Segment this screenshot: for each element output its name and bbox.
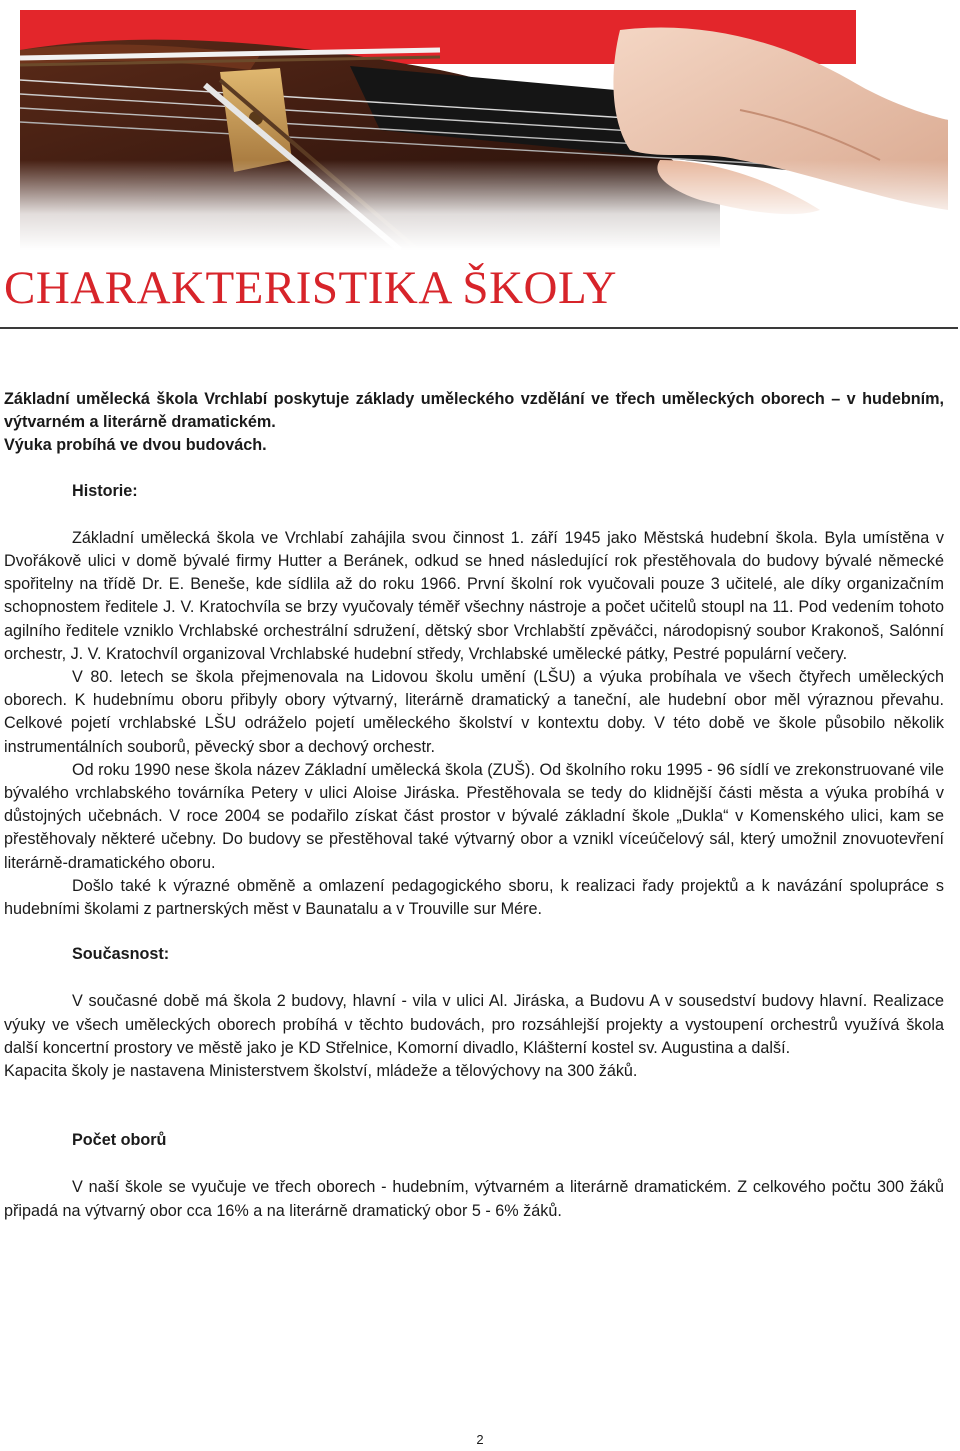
- banner-fade: [20, 160, 948, 250]
- page-number: 2: [476, 1432, 484, 1447]
- page-title: CHARAKTERISTIKA ŠKOLY: [4, 262, 617, 314]
- intro-paragraph: Základní umělecká škola Vrchlabí poskytuje základy uměleckého vzdělání ve třech uměleckých oborech – v hudebním, výtvarném a literárně dramatickém.: [4, 390, 944, 432]
- history-paragraph-3: Od roku 1990 nese škola název Základní umělecká škola (ZUŠ). Od školního roku 1995 - 96 sídlí ve zrekonstruované vile bývalého vrchlabského továrníka Petery v ulici Aloise Jiráska. Přestěhovala se tedy do klidnější části města a výuka probíhá v důstojných učebnách. V roce 2004 se podařilo získat část prostor v bývalé základní škole „Dukla“ v Komenského ulici, kam se přestěhovaly některé učebny. Do budovy se přestěhoval také výtvarný obor a vznikl víceúčelový sál, který umožnil znovuotevření literárně-dramatického oboru.: [4, 760, 944, 872]
- document-body: [4, 388, 944, 1223]
- present-paragraph-1: V současné době má škola 2 budovy, hlavní - vila v ulici Al. Jiráska, a Budovu A v sousedství budovy hlavní. Realizace výuky ve všech uměleckých oborech probíhá v těchto budovách, pro rozsáhlejší projekty a vystoupení orchestrů využívá škola další koncertní prostory ve městě jako je KD Střelnice, Komorní divadlo, Klášterní kostel sv. Augustina a další.: [4, 992, 944, 1057]
- header-banner: [20, 10, 948, 250]
- history-paragraph-1: Základní umělecká škola ve Vrchlabí zahájila svou činnost 1. září 1945 jako Městská hudební škola. Byla umístěna v Dvořákově ulici v domě bývalé firmy Hutter a Beránek, odkud se hned následující rok přestěhovala do budovy bývalé německé spořitelny na třídě Dr. E. Beneše, kde sídlila až do roku 1966. První školní rok vyučovali pouze 3 učitelé, ale díky organizačním schopnostem ředitele J. V. Kratochvíla se brzy vyučovaly téměř všechny nástroje a počet učitelů stoupl na 11. Pod vedením tohoto agilního ředitele vzniklo Vrchlabské orchestrální sdružení, dětský sbor Vrchlabští zpěváčci, národopisný soubor Krakonoš, Salónní orchestr, J. V. Kratochvíl organizoval Vrchlabské hudební středy, Vrchlabské umělecké pátky, Pestré populární večery.: [4, 528, 944, 663]
- history-paragraph-2: V 80. letech se škola přejmenovala na Lidovou školu umění (LŠU) a výuka probíhala ve všech čtyřech uměleckých oborech. K hudebnímu oboru přibyly obory výtvarný, literárně dramatický a taneční, ale hudební obor měl výraznou převahu. Celkové pojetí vrchlabské LŠU odráželo pojetí uměleckého školství v kontextu doby. V této době ve škole působilo několik instrumentálních souborů, pěvecký sbor a dechový orchestr.: [4, 668, 944, 756]
- history-paragraph-4: Došlo také k výrazné obměně a omlazení pedagogického sboru, k realizaci řady projektů a k navázání spolupráce s hudebními školami z partnerských měst v Baunatalu a v Trouville sur Mére.: [4, 876, 944, 919]
- present-paragraph-2: Kapacita školy je nastavena Ministerstvem školství, mládeže a tělovýchovy na 300 žáků.: [4, 1062, 638, 1081]
- fields-paragraph: V naší škole se vyučuje ve třech oborech - hudebním, výtvarném a literárně dramatickém. Z celkového počtu 300 žáků připadá na výtvarný obor cca 16% a na literárně dramatický obor 5 - 6% žáků.: [4, 1178, 944, 1220]
- history-heading: Historie:: [72, 481, 138, 500]
- present-heading: Současnost:: [72, 945, 170, 964]
- fields-heading: Počet oborů: [72, 1131, 167, 1150]
- intro-buildings: Výuka probíhá ve dvou budovách.: [4, 436, 267, 455]
- title-divider: [0, 327, 958, 329]
